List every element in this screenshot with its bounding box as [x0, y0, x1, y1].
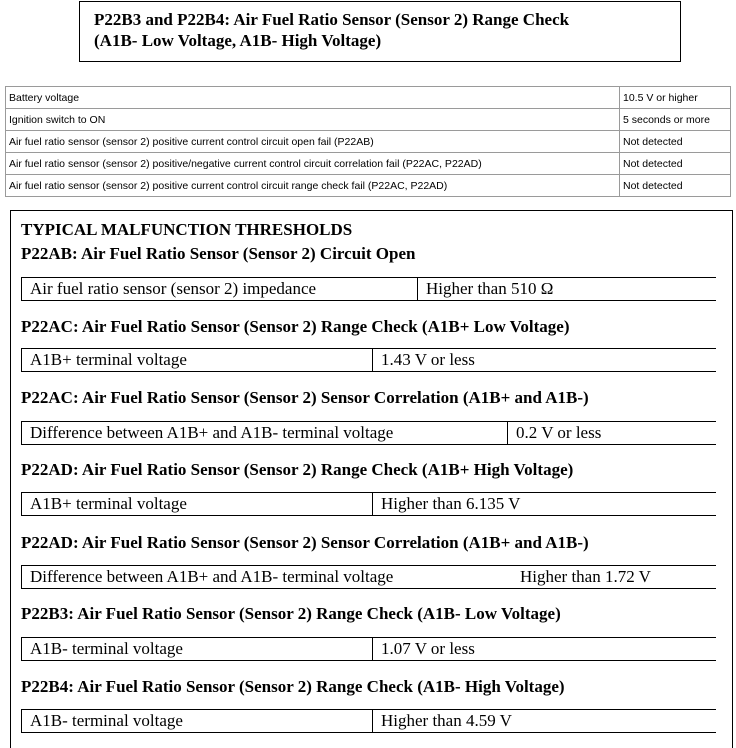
document-title-line-1: P22B3 and P22B4: Air Fuel Ratio Sensor (Sensor 2) Range Check [94, 10, 570, 29]
threshold-row-p22ad-range [21, 492, 716, 516]
table-row [6, 87, 731, 109]
threshold-label: A1B+ terminal voltage [30, 494, 187, 513]
table-row [6, 153, 731, 175]
threshold-row-p22ac-range [21, 348, 716, 372]
threshold-label: Difference between A1B+ and A1B- terminal voltage [30, 567, 394, 586]
thresholds-heading: TYPICAL MALFUNCTION THRESHOLDS [21, 220, 353, 239]
threshold-value: Higher than 510 Ω [426, 279, 554, 298]
section-title-p22ab: P22AB: Air Fuel Ratio Sensor (Sensor 2) Circuit Open [21, 244, 416, 263]
section-title-p22b4: P22B4: Air Fuel Ratio Sensor (Sensor 2) Range Check (A1B- High Voltage) [21, 677, 565, 696]
table-row [6, 109, 731, 131]
threshold-value: 1.43 V or less [381, 350, 475, 369]
condition-label: Air fuel ratio sensor (sensor 2) positive/negative current control circuit correlation fail (P22AC, P22AD) [6, 153, 620, 175]
condition-value: 5 seconds or more [620, 109, 731, 131]
condition-value: 10.5 V or higher [620, 87, 731, 109]
section-title-p22ad-correlation: P22AD: Air Fuel Ratio Sensor (Sensor 2) Sensor Correlation (A1B+ and A1B-) [21, 533, 589, 552]
threshold-label: A1B- terminal voltage [30, 639, 183, 658]
section-title-p22ac-range: P22AC: Air Fuel Ratio Sensor (Sensor 2) Range Check (A1B+ Low Voltage) [21, 317, 570, 336]
threshold-value: 1.07 V or less [381, 639, 475, 658]
threshold-row-p22b4 [21, 709, 716, 733]
threshold-label: A1B+ terminal voltage [30, 350, 187, 369]
cell-divider [372, 637, 373, 661]
threshold-value: 0.2 V or less [516, 423, 602, 442]
cell-divider [372, 348, 373, 372]
threshold-row-p22ab [21, 277, 716, 301]
threshold-label: A1B- terminal voltage [30, 711, 183, 730]
document-title-box [79, 1, 681, 62]
enable-conditions-table [5, 86, 731, 197]
condition-label: Battery voltage [6, 87, 620, 109]
cell-divider [372, 709, 373, 733]
cell-divider [417, 277, 418, 301]
condition-label: Air fuel ratio sensor (sensor 2) positive current control circuit range check fail (P22AC, P22AD) [6, 175, 620, 197]
threshold-row-p22ac-correlation [21, 421, 716, 445]
section-title-p22ac-correlation: P22AC: Air Fuel Ratio Sensor (Sensor 2) Sensor Correlation (A1B+ and A1B-) [21, 388, 589, 407]
condition-value: Not detected [620, 153, 731, 175]
malfunction-thresholds-box [10, 210, 733, 748]
threshold-row-p22b3 [21, 637, 716, 661]
section-title-p22b3: P22B3: Air Fuel Ratio Sensor (Sensor 2) Range Check (A1B- Low Voltage) [21, 604, 561, 623]
table-row [6, 131, 731, 153]
condition-label: Ignition switch to ON [6, 109, 620, 131]
condition-value: Not detected [620, 175, 731, 197]
document-title-line-2: (A1B- Low Voltage, A1B- High Voltage) [94, 31, 382, 50]
table-row [6, 175, 731, 197]
condition-value: Not detected [620, 131, 731, 153]
threshold-label: Air fuel ratio sensor (sensor 2) impedance [30, 279, 317, 298]
threshold-value: Higher than 6.135 V [381, 494, 521, 513]
threshold-label: Difference between A1B+ and A1B- terminal voltage [30, 423, 394, 442]
cell-divider [507, 421, 508, 445]
condition-label: Air fuel ratio sensor (sensor 2) positive current control circuit open fail (P22AB) [6, 131, 620, 153]
threshold-value: Higher than 4.59 V [381, 711, 512, 730]
cell-divider [372, 492, 373, 516]
section-title-p22ad-range: P22AD: Air Fuel Ratio Sensor (Sensor 2) Range Check (A1B+ High Voltage) [21, 460, 574, 479]
threshold-row-p22ad-correlation [21, 565, 716, 589]
threshold-value: Higher than 1.72 V [520, 567, 651, 586]
